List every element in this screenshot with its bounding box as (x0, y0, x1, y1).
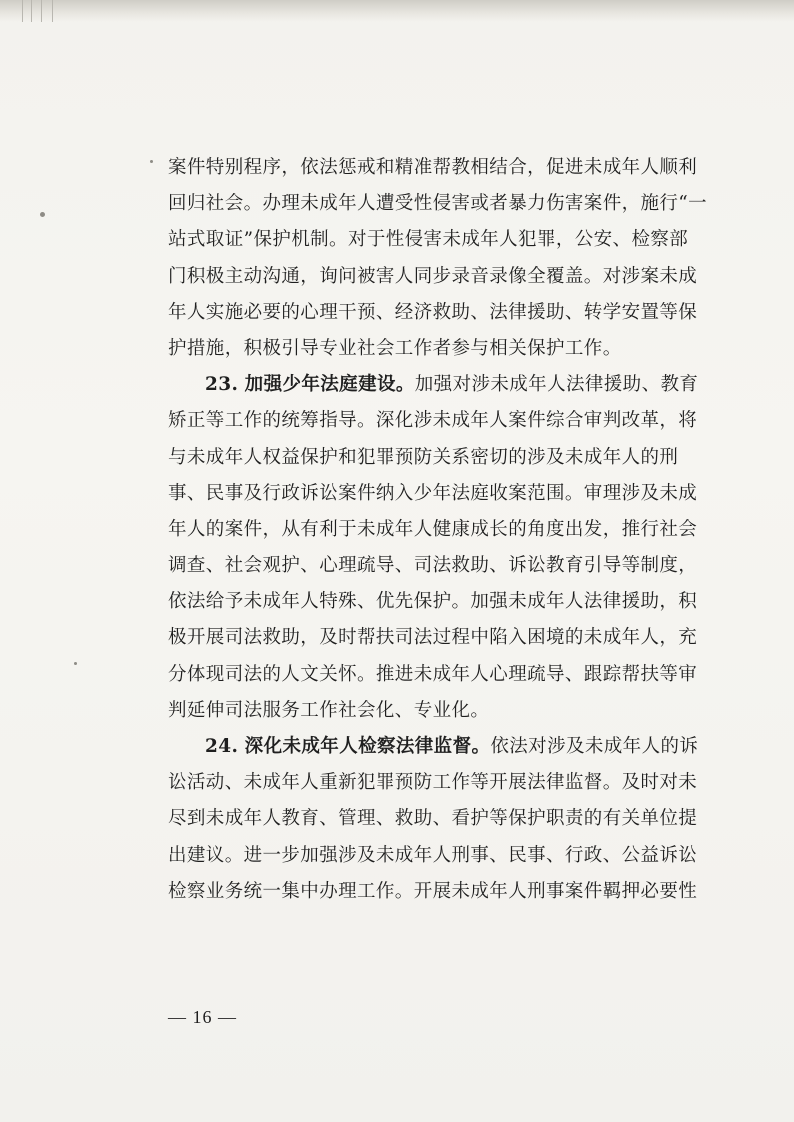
text-line: 讼活动、未成年人重新犯罪预防工作等开展法律监督。及时对未 (168, 772, 698, 794)
text-line: 门积极主动沟通，询问被害人同步录音录像全覆盖。对涉案未成 (168, 265, 698, 287)
section-24-number: 24. (205, 736, 239, 757)
scan-fold-line (22, 0, 23, 22)
section-23-number: 23. (205, 374, 239, 396)
scan-speck (150, 160, 153, 163)
text-line: 出建议。进一步加强涉及未成年人刑事、民事、行政、公益诉讼 (168, 844, 698, 866)
text-line: 年人实施必要的心理干预、经济救助、法律援助、转学安置等保 (168, 301, 698, 323)
scan-top-edge (0, 0, 794, 22)
section-23-heading: 加强少年法庭建设。 (244, 374, 415, 396)
text-line: 护措施，积极引导专业社会工作者参与相关保护工作。 (168, 337, 622, 359)
scan-speck (74, 662, 77, 665)
section-23-first-line (168, 367, 753, 403)
text-line: 回归社会。办理未成年人遭受性侵害或者暴力伤害案件，施行“一 (168, 193, 708, 215)
text-line: 分体现司法的人文关怀。推进未成年人心理疏导、跟踪帮扶等审 (168, 663, 698, 685)
scan-fold-line (31, 0, 32, 22)
section-24-heading: 深化未成年人检察法律监督。 (244, 736, 491, 757)
section-24-first-line (168, 729, 753, 765)
scan-fold-line (41, 0, 42, 22)
scan-speck (40, 212, 45, 217)
body-text (168, 150, 753, 910)
text-line: 事、民事及行政诉讼案件纳入少年法庭收案范围。审理涉及未成 (168, 482, 698, 504)
scan-fold-line (52, 0, 53, 22)
page-number: — 16 — (168, 1007, 237, 1027)
text-line: 站式取证”保护机制。对于性侵害未成年人犯罪，公安、检察部 (168, 229, 689, 251)
text-line: 调查、社会观护、心理疏导、司法救助、诉讼教育引导等制度， (168, 555, 698, 577)
section-23-text: 加强对涉未成年人法律援助、教育 (414, 374, 699, 396)
section-24-text: 依法对涉及未成年人的诉 (490, 736, 699, 757)
text-line: 判延伸司法服务工作社会化、专业化。 (168, 699, 490, 721)
text-line: 依法给予未成年人特殊、优先保护。加强未成年人法律援助，积 (168, 591, 698, 613)
text-line: 年人的案件，从有利于未成年人健康成长的角度出发，推行社会 (168, 518, 698, 540)
text-line: 检察业务统一集中办理工作。开展未成年人刑事案件羁押必要性 (168, 880, 698, 902)
text-line: 与未成年人权益保护和犯罪预防关系密切的涉及未成年人的刑 (168, 446, 679, 468)
text-line: 矫正等工作的统筹指导。深化涉未成年人案件综合审判改革，将 (168, 410, 698, 432)
text-line: 案件特别程序，依法惩戒和精准帮教相结合，促进未成年人顺利 (168, 157, 698, 178)
text-line: 极开展司法救助，及时帮扶司法过程中陷入困境的未成年人，充 (168, 627, 698, 649)
text-line: 尽到未成年人教育、管理、救助、看护等保护职责的有关单位提 (168, 808, 698, 830)
